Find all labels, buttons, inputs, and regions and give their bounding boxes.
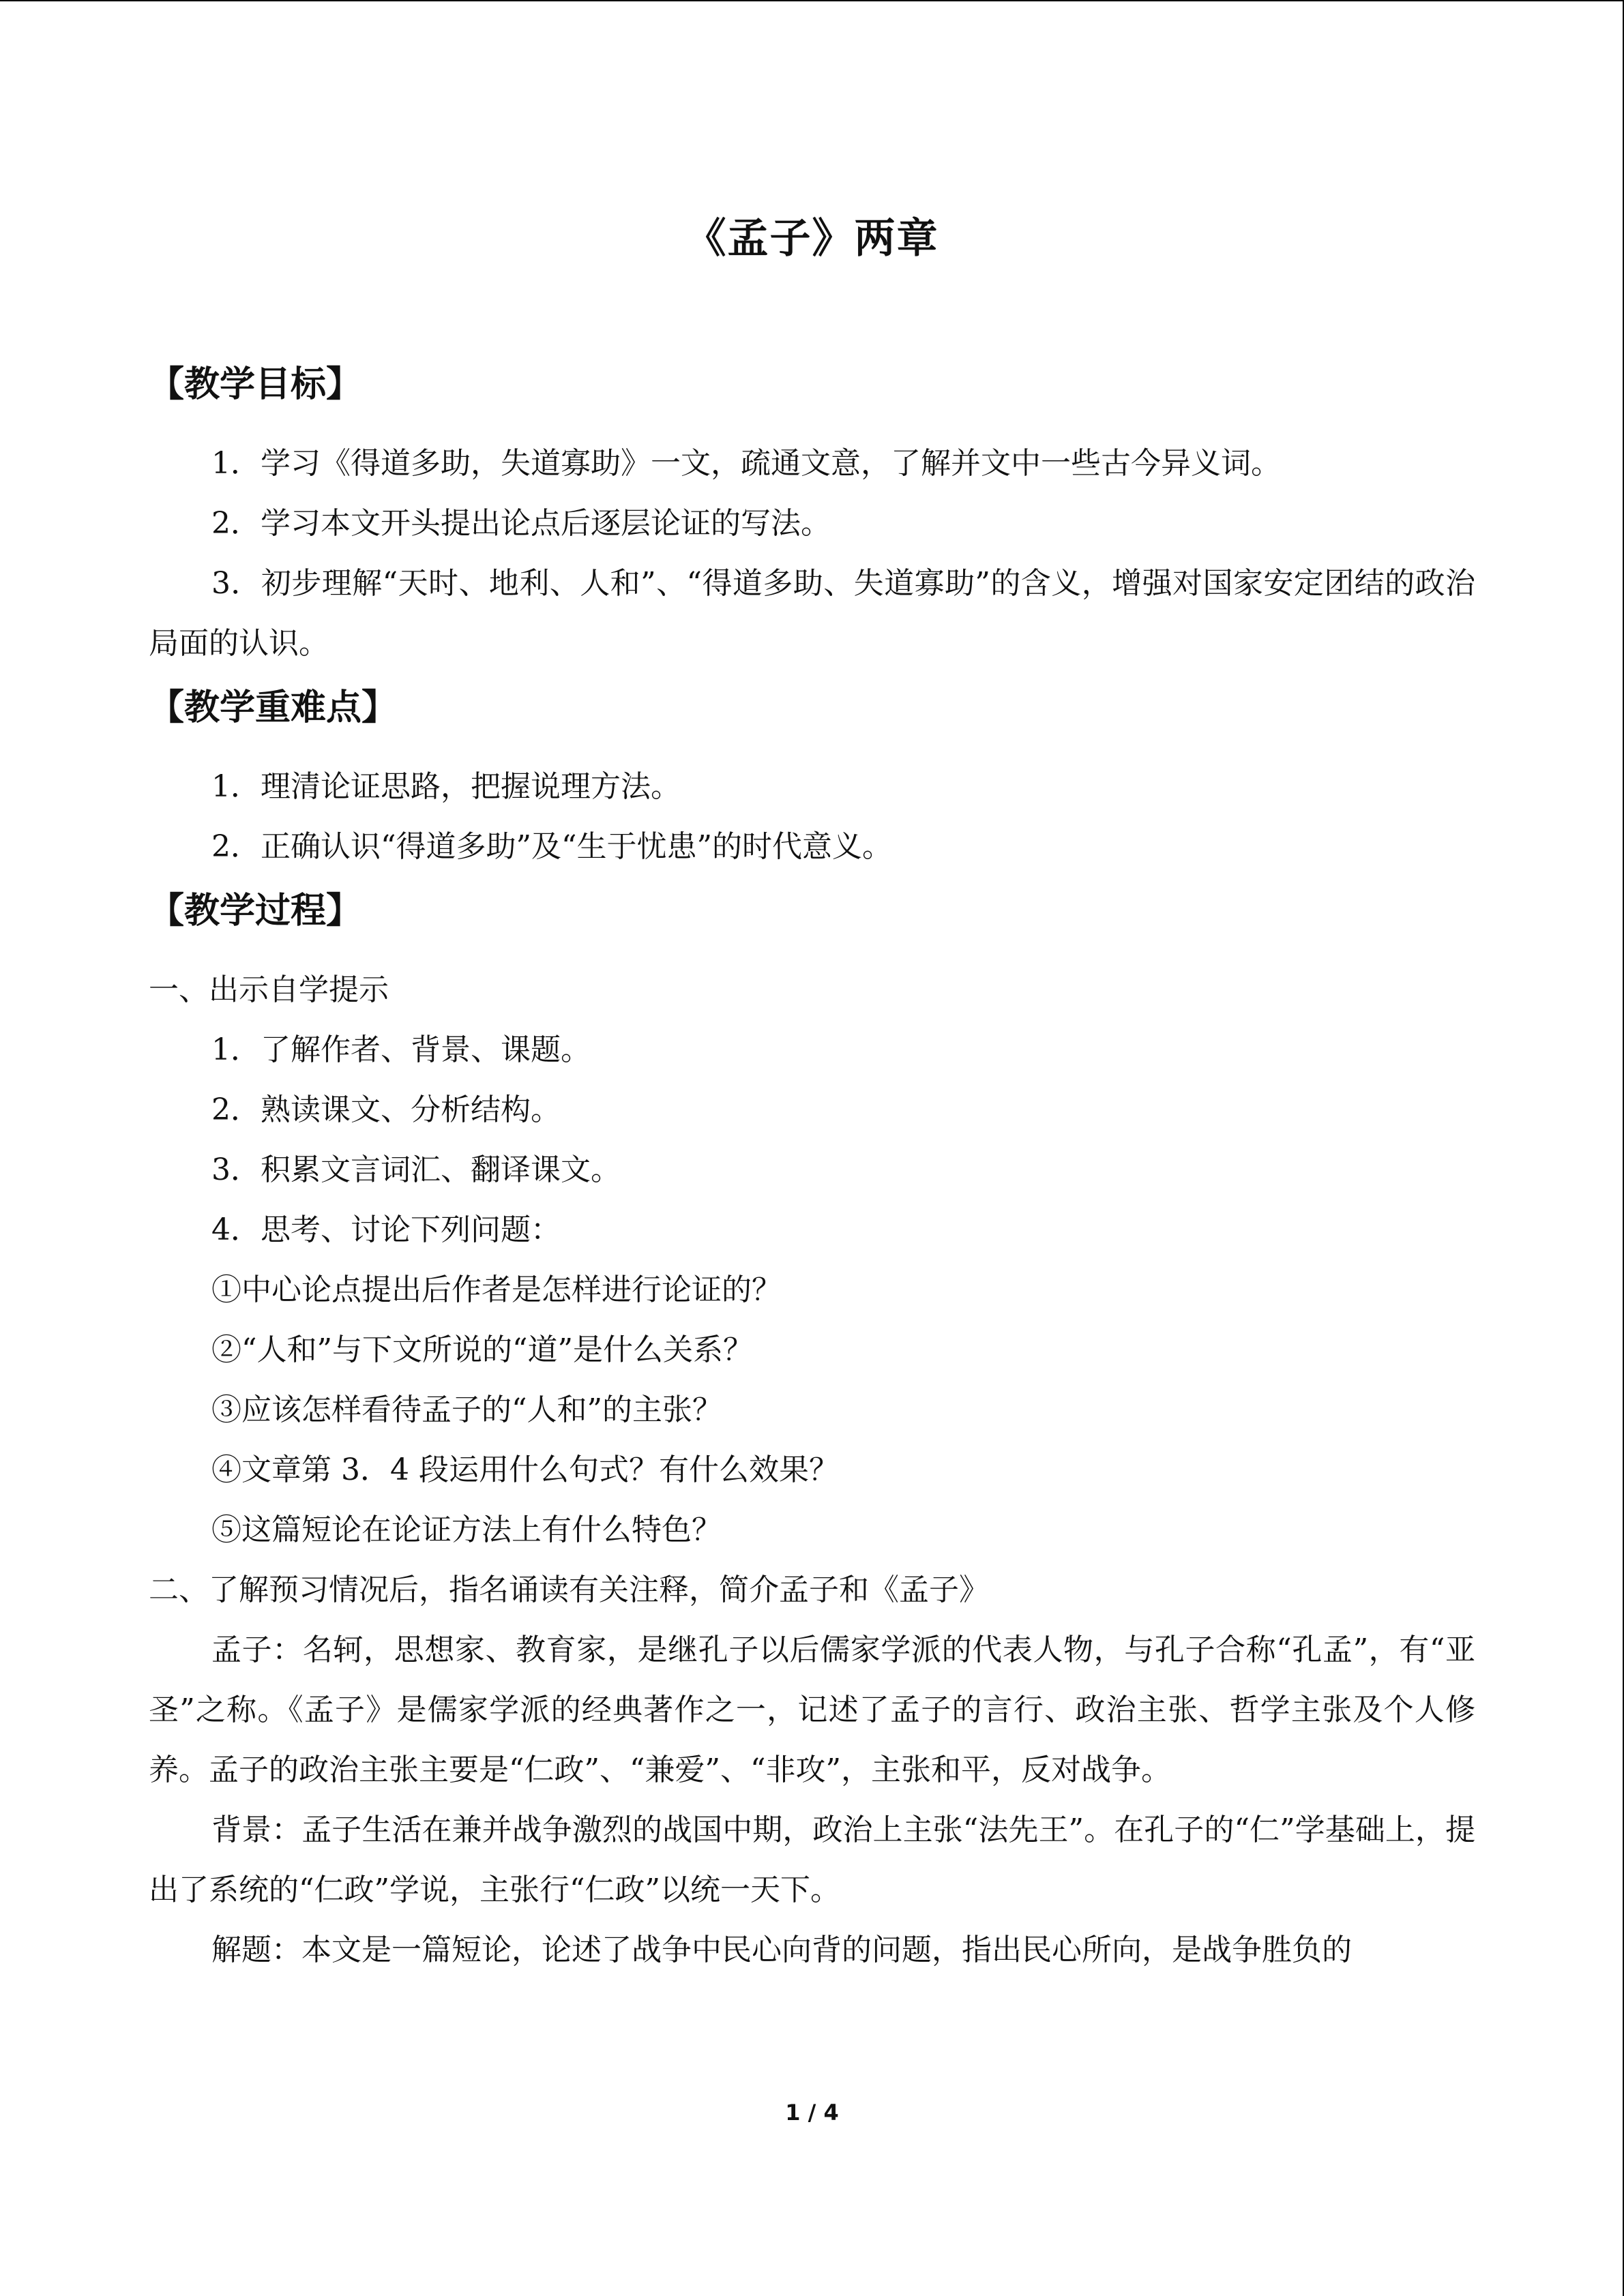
body-paragraph: 孟子：名轲，思想家、教育家，是继孔子以后儒家学派的代表人物，与孔子合称“孔孟”，有“亚圣”之称。《孟子》是儒家学派的经典著作之一，记述了孟子的言行、政治主张、哲学主张及个人修养。孟子的政治主张主要是“仁政”、“兼爱”、“非攻”，主张和平，反对战争。 (149, 1632, 1475, 1787)
document-title: 《孟子》两章 (685, 215, 939, 263)
discussion-question: ④文章第 3．4 段运用什么句式？有什么效果？ (211, 1452, 839, 1487)
key-point-item: 1．理清论证思路，把握说理方法。 (211, 769, 681, 804)
process-part-title: 一、出示自学提示 (149, 972, 389, 1007)
process-part-title: 二、了解预习情况后，指名诵读有关注释，简介孟子和《孟子》 (149, 1572, 989, 1607)
goal-item: 2．学习本文开头提出论点后逐层论证的写法。 (211, 506, 831, 541)
section-heading-goals: 【教学目标】 (149, 364, 362, 405)
body-paragraph: 解题：本文是一篇短论，论述了战争中民心向背的问题，指出民心所向，是战争胜负的 (211, 1933, 1352, 1967)
document-body (149, 355, 1475, 1980)
goal-item: 3．初步理解“天时、地利、人和”、“得道多助、失道寡助”的含义，增强对国家安定团结的政治局面的认识。 (149, 566, 1475, 661)
process-item: 2．熟读课文、分析结构。 (211, 1092, 561, 1127)
discussion-question: ⑤这篇短论在论证方法上有什么特色？ (211, 1512, 722, 1547)
discussion-question: ②“人和”与下文所说的“道”是什么关系？ (211, 1332, 753, 1367)
discussion-question: ①中心论点提出后作者是怎样进行论证的？ (211, 1272, 782, 1307)
body-paragraph: 背景：孟子生活在兼并战争激烈的战国中期，政治上主张“法先王”。在孔子的“仁”学基础上，提出了系统的“仁政”学说，主张行“仁政”以统一天下。 (149, 1813, 1475, 1907)
process-item: 4．思考、讨论下列问题： (211, 1212, 561, 1247)
key-point-item: 2．正确认识“得道多助”及“生于忧患”的时代意义。 (211, 829, 892, 864)
process-item: 3．积累文言词汇、翻译课文。 (211, 1152, 621, 1187)
goal-item: 1．学习《得道多助，失道寡助》一文，疏通文意，了解并文中一些古今异义词。 (211, 446, 1281, 481)
process-item: 1．了解作者、背景、课题。 (211, 1032, 591, 1067)
discussion-question: ③应该怎样看待孟子的“人和”的主张？ (211, 1392, 722, 1427)
section-heading-process: 【教学过程】 (149, 891, 362, 931)
section-heading-key-points: 【教学重难点】 (149, 687, 398, 728)
page-number: 1 / 4 (785, 2100, 839, 2126)
